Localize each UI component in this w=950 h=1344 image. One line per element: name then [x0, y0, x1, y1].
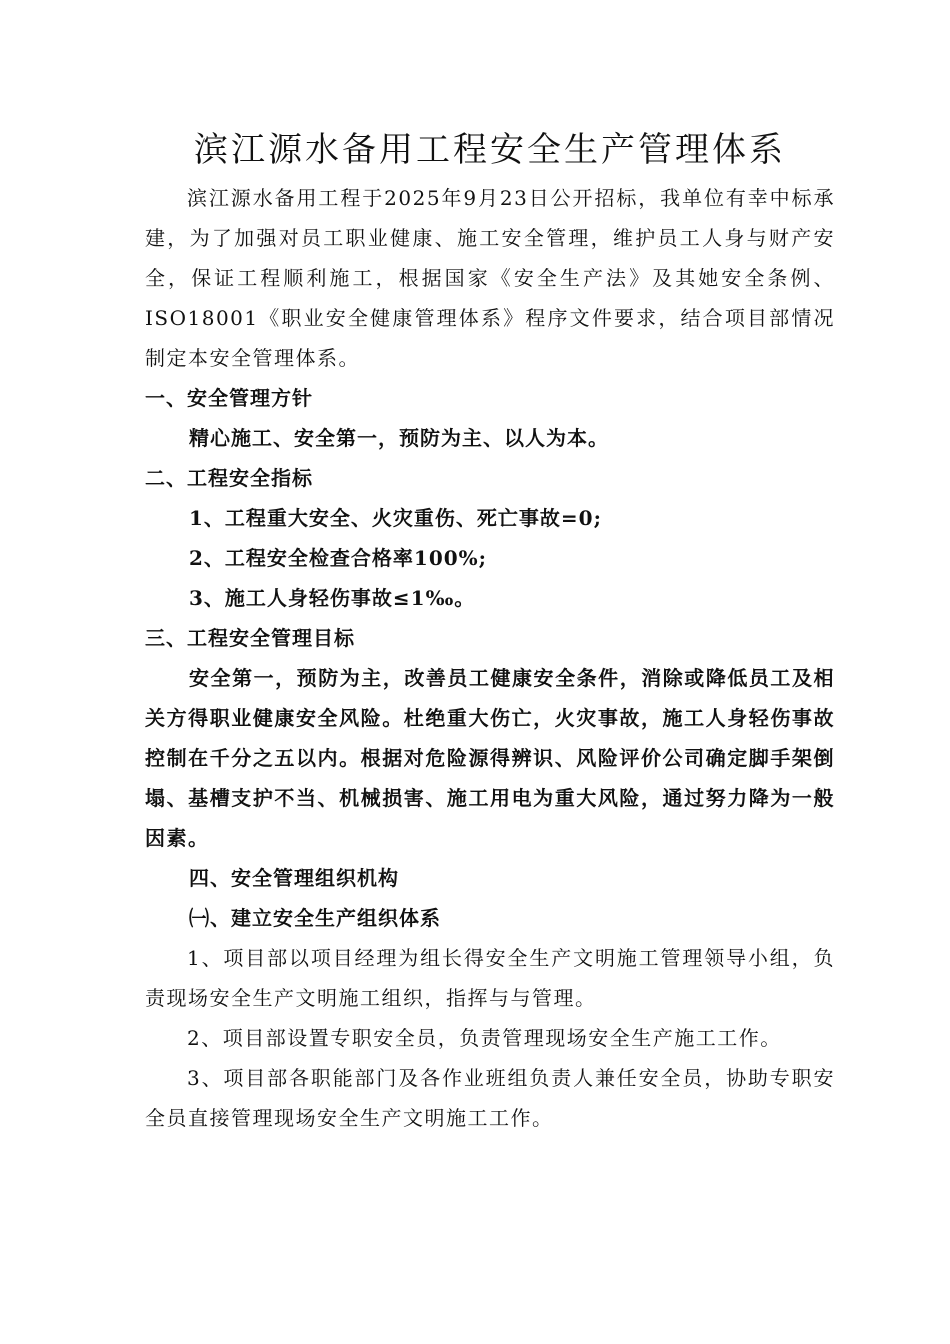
- indicator-item: 2、工程安全检查合格率100%;: [189, 546, 488, 570]
- organization-item: 1、项目部以项目经理为组长得安全生产文明施工管理领导小组，负责现场安全生产文明施工组织，指挥与与管理。: [145, 946, 835, 1010]
- organization-item: 3、项目部各职能部门及各作业班组负责人兼任安全员，协助专职安全员直接管理现场安全生产文明施工工作。: [145, 1066, 835, 1130]
- section-heading-organization: 四、安全管理组织机构: [189, 866, 399, 890]
- section-heading-indicators: 二、工程安全指标: [145, 466, 313, 490]
- document-title: 滨江源水备用工程安全生产管理体系: [194, 130, 786, 170]
- intro-paragraph: 滨江源水备用工程于2025年9月23日公开招标，我单位有幸中标承建，为了加强对员工职业健康、施工安全管理，维护员工人身与财产安全，保证工程顺利施工，根据国家《安全生产法》及其她安全条例、ISO18001《职业安全健康管理体系》程序文件要求，结合项目部情况制定本安全管理体系。: [145, 186, 835, 370]
- organization-item: 2、项目部设置专职安全员，负责管理现场安全生产施工工作。: [187, 1026, 782, 1050]
- subsection-heading-system: ㈠、建立安全生产组织体系: [189, 906, 441, 930]
- document-content: [145, 122, 835, 1138]
- section-heading-policy: 一、安全管理方针: [145, 386, 313, 410]
- indicator-item: 3、施工人身轻伤事故≤1‰。: [189, 586, 476, 610]
- section-heading-goals: 三、工程安全管理目标: [145, 626, 355, 650]
- indicator-item: 1、工程重大安全、火灾重伤、死亡事故=0;: [189, 506, 602, 530]
- policy-text: 精心施工、安全第一，预防为主、以人为本。: [189, 426, 609, 450]
- goals-paragraph: 安全第一，预防为主，改善员工健康安全条件，消除或降低员工及相关方得职业健康安全风险。杜绝重大伤亡，火灾事故，施工人身轻伤事故控制在千分之五以内。根据对危险源得辨识、风险评价公司确定脚手架倒塌、基槽支护不当、机械损害、施工用电为重大风险，通过努力降为一般因素。: [145, 666, 835, 850]
